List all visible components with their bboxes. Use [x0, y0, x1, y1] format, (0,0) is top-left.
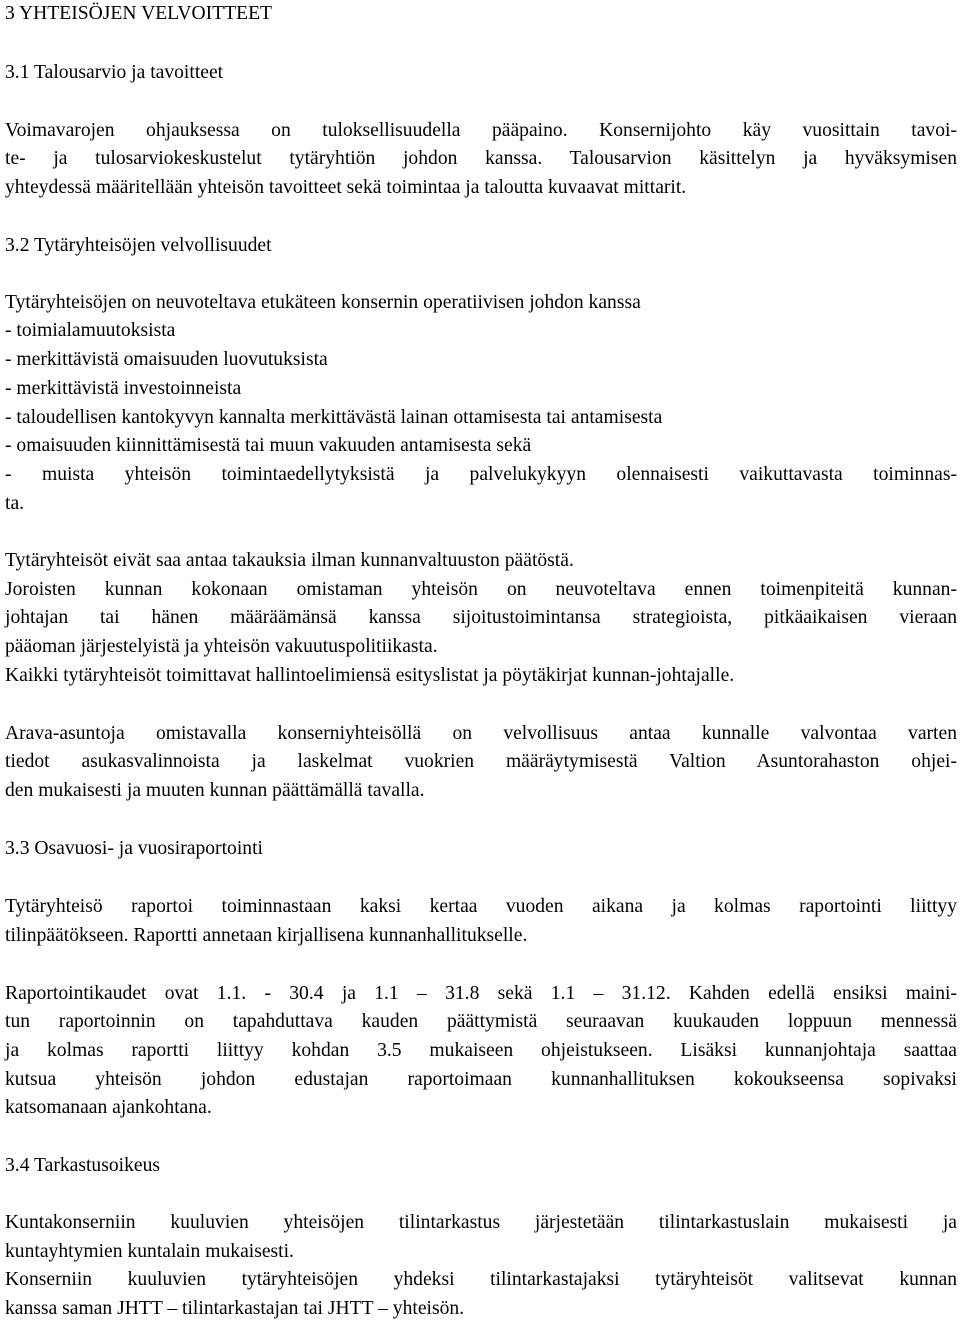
list-item: - muista yhteisön toimintaedellytyksistä ja palvelukykyyn olennaisesti vaikuttavasta toiminnas-: [5, 464, 957, 485]
list-item: - toimialamuutoksista: [5, 320, 176, 341]
section-heading-3-1: 3.1 Talousarvio ja tavoitteet: [5, 62, 224, 83]
paragraph-line: tun raportoinnin on tapahduttava kauden päättymistä seuraavan kuukauden loppuun mennessä: [5, 1011, 957, 1032]
paragraph-line: Kuntakonserniin kuuluvien yhteisöjen tilintarkastus järjestetään tilintarkastuslain mukaisesti ja: [5, 1212, 957, 1233]
paragraph-line: Tytäryhteisö raportoi toiminnastaan kaksi kertaa vuoden aikana ja kolmas raportointi liittyy: [5, 896, 957, 917]
list-item: - omaisuuden kiinnittämisestä tai muun vakuuden antamisesta sekä: [5, 435, 532, 456]
paragraph-line: Konserniin kuuluvien tytäryhteisöjen yhdeksi tilintarkastajaksi tytäryhteisöt valitsevat kunnan: [5, 1269, 957, 1290]
paragraph-line: kanssa saman JHTT – tilintarkastajan tai JHTT – yhteisön.: [5, 1298, 465, 1319]
paragraph-line: Voimavarojen ohjauksessa on tuloksellisuudella pääpaino. Konsernijohto käy vuosittain tavoi-: [5, 120, 957, 141]
section-heading-3-3: 3.3 Osavuosi- ja vuosiraportointi: [5, 838, 263, 859]
paragraph-line: kutsua yhteisön johdon edustajan raportoimaan kunnanhallituksen kokoukseensa sopivaksi: [5, 1069, 957, 1090]
paragraph-line: tiedot asukasvalinnoista ja laskelmat vuokrien määräytymisestä Valtion Asuntorahaston ohjei-: [5, 751, 957, 772]
paragraph-line: Arava-asuntoja omistavalla konserniyhteisöllä on velvollisuus antaa kunnalle valvontaa varten: [5, 723, 957, 744]
list-item-continuation: ta.: [5, 493, 25, 514]
paragraph-line: Joroisten kunnan kokonaan omistaman yhteisön on neuvoteltava ennen toimenpiteitä kunnan-: [5, 579, 957, 600]
paragraph-line: yhteydessä määritellään yhteisön tavoitteet sekä toimintaa ja taloutta kuvaavat mittarit.: [5, 177, 687, 198]
paragraph-line: Raportointikaudet ovat 1.1. - 30.4 ja 1.1 – 31.8 sekä 1.1 – 31.12. Kahden edellä ensiksi maini-: [5, 983, 957, 1004]
paragraph-line: Kaikki tytäryhteisöt toimittavat hallintoelimiensä esityslistat ja pöytäkirjat kunnan-johtajalle.: [5, 665, 735, 686]
section-heading-3-4: 3.4 Tarkastusoikeus: [5, 1155, 160, 1176]
paragraph-line: Tytäryhteisöt eivät saa antaa takauksia ilman kunnanvaltuuston päätöstä.: [5, 550, 574, 571]
list-item: - merkittävistä omaisuuden luovutuksista: [5, 349, 328, 370]
paragraph-line: tilinpäätökseen. Raportti annetaan kirjallisena kunnanhallitukselle.: [5, 925, 528, 946]
paragraph-line: pääoman järjestelyistä ja yhteisön vakuutuspolitiikasta.: [5, 636, 438, 657]
paragraph-line: den mukaisesti ja muuten kunnan päättämällä tavalla.: [5, 780, 425, 801]
list-item: - taloudellisen kantokyvyn kannalta merkittävästä lainan ottamisesta tai antamisesta: [5, 407, 663, 428]
section-heading-3-2: 3.2 Tytäryhteisöjen velvollisuudet: [5, 235, 272, 256]
paragraph-line: ja kolmas raportti liittyy kohdan 3.5 mukaiseen ohjeistukseen. Lisäksi kunnanjohtaja saattaa: [5, 1040, 957, 1061]
list-item: - merkittävistä investoinneista: [5, 378, 242, 399]
section-heading-3: 3 YHTEISÖJEN VELVOITTEET: [5, 3, 273, 24]
paragraph-line: Tytäryhteisöjen on neuvoteltava etukäteen konsernin operatiivisen johdon kanssa: [5, 292, 641, 313]
paragraph-line: te- ja tulosarviokeskustelut tytäryhtiön johdon kanssa. Talousarvion käsittelyn ja hyväksymisen: [5, 148, 957, 169]
paragraph-line: kuntayhtymien kuntalain mukaisesti.: [5, 1241, 294, 1262]
paragraph-line: johtajan tai hänen määräämänsä kanssa sijoitustoimintansa strategioista, pitkäaikaisen vieraan: [5, 607, 957, 628]
paragraph-line: katsomanaan ajankohtana.: [5, 1097, 212, 1118]
